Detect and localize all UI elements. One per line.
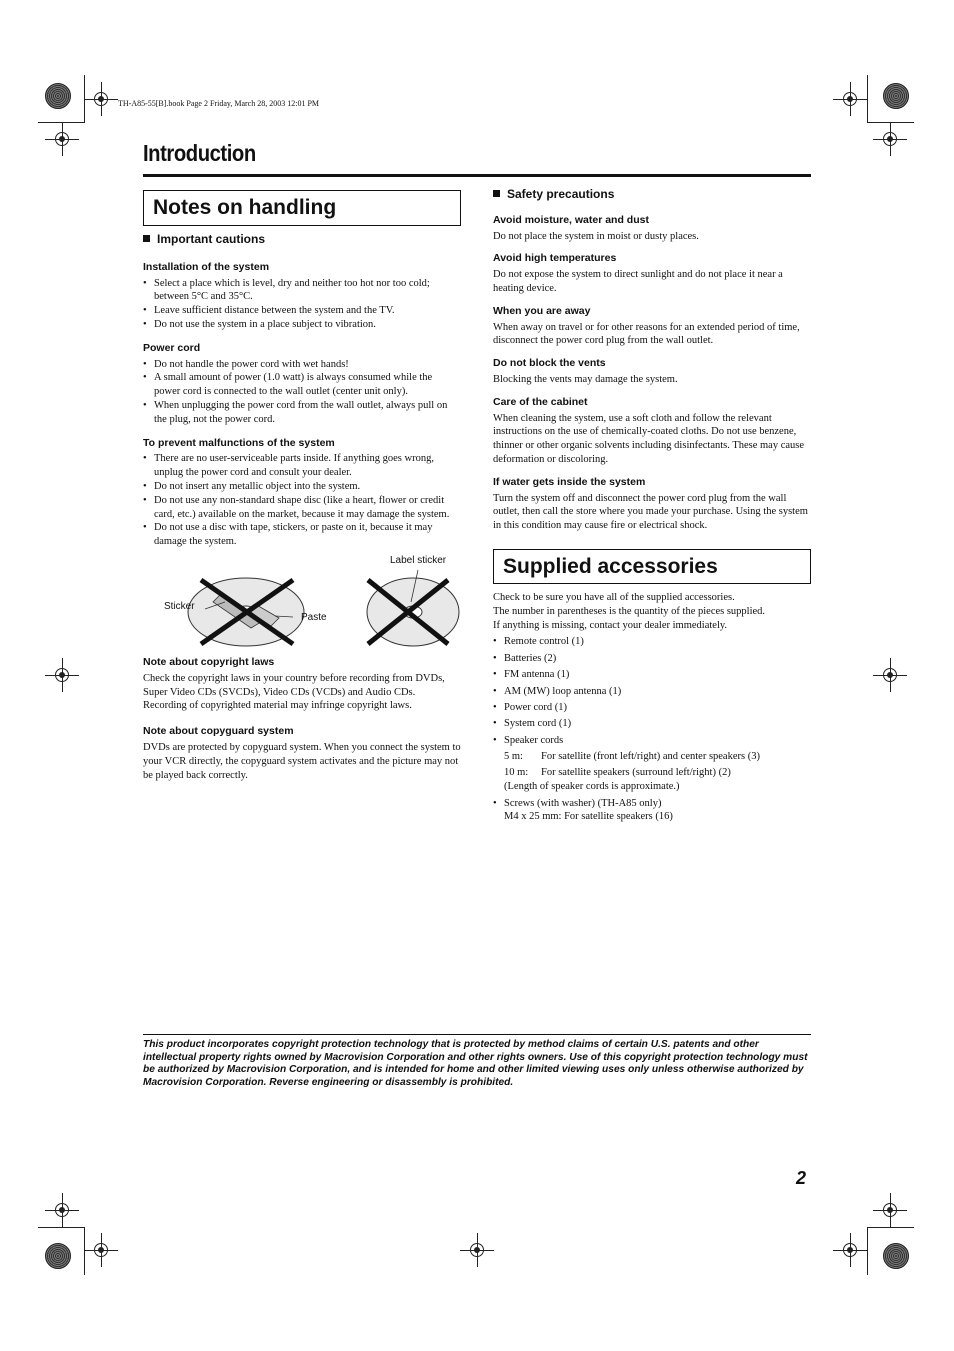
safety-section-title: If water gets inside the system xyxy=(493,475,646,488)
installation-title: Installation of the system xyxy=(143,260,270,273)
list-item: • Do not handle the power cord with wet hands! xyxy=(143,358,461,372)
page-title: Introduction xyxy=(143,140,256,166)
safety-section-text: Do not expose the system to direct sunlight and do not place it near a heating device. xyxy=(493,269,783,294)
accessories-section xyxy=(493,591,811,827)
trim-line xyxy=(867,1227,868,1275)
registration-seal-icon xyxy=(45,1243,71,1269)
accessories-heading-text: Supplied accessories xyxy=(503,554,718,578)
accessories-intro-line: The number in parentheses is the quantity of the pieces supplied. xyxy=(493,605,766,617)
screws-label: • Screws (with washer) (TH-A85 only) xyxy=(504,797,662,809)
safety-section-text: When cleaning the system, use a soft cloth and follow the relevant instructions on the use of chemically-coated cloths. Do not use benzene, thinner or other organic solvents including disinfectants. These may cause deformation or discoloring. xyxy=(493,412,805,465)
list-item: • FM antenna (1) xyxy=(493,668,811,682)
list-item: • Remote control (1) xyxy=(493,635,811,649)
safety-section-title: Avoid moisture, water and dust xyxy=(493,213,649,226)
page-number: 2 xyxy=(796,1168,807,1188)
cord-length: 5 m: xyxy=(504,751,523,763)
list-item: • Do not insert any metallic object into the system. xyxy=(143,480,461,494)
accessories-list xyxy=(493,635,811,824)
malfunctions-list xyxy=(143,452,461,549)
registration-seal-icon xyxy=(45,83,71,109)
copyright-text: Check the copyright laws in your country before recording from DVDs, Super Video CDs (SVCDs), Video CDs (VCDs) and Audio CDs. Recording of copyrighted material may infringe copyright laws. xyxy=(143,672,445,712)
list-item: • Do not use the system in a place subject to vibration. xyxy=(143,318,461,332)
copyguard-text: DVDs are protected by copyguard system. When you connect the system to your VCR directly, the copyguard system activates and the picture may not be played back correctly. xyxy=(143,741,461,781)
left-column xyxy=(143,233,461,559)
power-cord-list xyxy=(143,358,461,427)
list-item: • Do not use a disc with tape, stickers, or paste on it, because it may damage the system. xyxy=(143,521,461,549)
sticker-caption: Sticker xyxy=(164,601,195,612)
list-item: • System cord (1) xyxy=(493,717,811,731)
copyright-section xyxy=(143,656,461,791)
safety-section-text: When away on travel or for other reasons for an extended period of time, disconnect the power cord plug from the wall outlet. xyxy=(493,321,800,347)
safety-section-text: Do not place the system in moist or dusty places. xyxy=(493,230,699,242)
list-item xyxy=(493,734,811,794)
list-item: • AM (MW) loop antenna (1) xyxy=(493,685,811,699)
list-item: • Batteries (2) xyxy=(493,652,811,666)
trim-line xyxy=(84,75,85,123)
registration-seal-icon xyxy=(883,1243,909,1269)
safety-section-title: Care of the cabinet xyxy=(493,395,588,408)
list-item xyxy=(493,797,811,825)
print-header-info: TH-A85-55[B].book Page 2 Friday, March 28, 2003 12:01 PM xyxy=(118,99,320,108)
trim-line xyxy=(84,1227,85,1275)
safety-section-title: When you are away xyxy=(493,304,591,317)
trim-line xyxy=(38,1227,85,1228)
macrovision-footnote: This product incorporates copyright protection technology that is protected by method claims of certain U.S. patents and other intellectual property rights owned by Macrovision Corporation and other rights owners. Use of this copyright protection technology must be authorized by Macrovision Corporation, and is intended for home and other limited viewing uses only unless otherwise authorized by Macrovision Corporation. Reverse engineering or disassembly is prohibited. xyxy=(143,1039,808,1088)
trim-line xyxy=(867,1227,914,1228)
safety-section-title: Avoid high temperatures xyxy=(493,252,617,265)
power-cord-title: Power cord xyxy=(143,341,201,354)
list-item: • A small amount of power (1.0 watt) is always consumed while the power cord is connected to the wall outlet (center unit only). xyxy=(143,371,461,399)
right-column xyxy=(493,188,811,542)
important-cautions-heading: Important cautions xyxy=(143,233,461,247)
label-sticker-caption: Label sticker xyxy=(390,555,447,566)
safety-section-text: Blocking the vents may damage the system. xyxy=(493,373,678,385)
accessories-heading xyxy=(493,549,811,584)
installation-list xyxy=(143,277,461,332)
list-item: • Select a place which is level, dry and neither too hot nor too cold; between 5°C and 35°C. xyxy=(143,277,461,305)
accessories-intro-line: Check to be sure you have all of the supplied accessories. xyxy=(493,592,735,603)
square-bullet-icon xyxy=(493,190,500,197)
safety-heading: Safety precautions xyxy=(493,188,811,202)
copyright-title: Note about copyright laws xyxy=(143,656,275,668)
disc-illustration xyxy=(143,552,461,652)
copyguard-title: Note about copyguard system xyxy=(143,725,294,738)
trim-line xyxy=(867,75,868,123)
title-rule xyxy=(143,174,811,177)
square-bullet-icon xyxy=(143,235,150,242)
list-item: • Leave sufficient distance between the system and the TV. xyxy=(143,304,461,318)
paste-caption: Paste xyxy=(301,612,327,623)
notes-heading-text: Notes on handling xyxy=(153,196,337,219)
speaker-cords-label: Speaker cords xyxy=(504,734,564,746)
trim-line xyxy=(867,122,914,123)
notes-heading xyxy=(143,190,461,226)
footnote-rule xyxy=(143,1034,811,1035)
safety-section-text: Turn the system off and disconnect the power cord plug from the wall outlet, then call the store where you made your purchase. Using the system in this condition may cause fire or electrical shock. xyxy=(493,492,808,532)
list-item: • Do not use any non-standard shape disc (like a heart, flower or credit card, etc.) available on the market, because it may damage the system. xyxy=(143,494,461,522)
safety-section-title: Do not block the vents xyxy=(493,357,606,370)
cord-note: (Length of speaker cords is approximate.) xyxy=(504,781,680,793)
accessories-intro-line: If anything is missing, contact your dealer immediately. xyxy=(493,619,728,631)
list-item: • There are no user-serviceable parts inside. If anything goes wrong, unplug the power cord and consult your dealer. xyxy=(143,452,461,480)
registration-seal-icon xyxy=(883,83,909,109)
cord-desc: For satellite speakers (surround left/right) (2) xyxy=(541,767,731,779)
list-item: • When unplugging the power cord from the wall outlet, always pull on the plug, not the power cord. xyxy=(143,399,461,427)
malfunctions-title: To prevent malfunctions of the system xyxy=(143,436,335,449)
list-item: • Power cord (1) xyxy=(493,701,811,715)
cord-row xyxy=(504,750,811,764)
cord-desc: For satellite (front left/right) and center speakers (3) xyxy=(541,751,760,763)
cord-row xyxy=(504,766,811,780)
screws-detail: M4 x 25 mm: For satellite speakers (16) xyxy=(504,811,673,823)
trim-line xyxy=(38,122,85,123)
cord-length: 10 m: xyxy=(504,767,529,779)
